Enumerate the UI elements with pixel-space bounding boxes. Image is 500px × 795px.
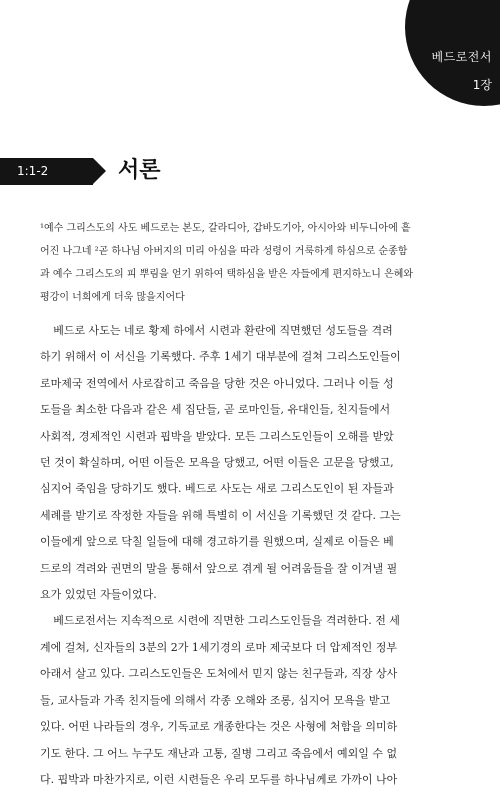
scripture-quote [40, 217, 460, 309]
body-line: 베드로전서는 지속적으로 시련에 직면한 그리스도인들을 격려한다. 전 세 [53, 614, 400, 628]
body-line: 들, 교사들과 가족 친지들에 의해서 각종 오해와 조롱, 심지어 모욕을 받고 [40, 693, 391, 707]
body-line: 사회적, 경제적인 시련과 핍박을 받았다. 모든 그리스도인들이 오해를 받았 [40, 429, 394, 443]
body-line: 계에 걸쳐, 신자들의 3분의 2가 1세기경의 로마 제국보다 더 압제적인 정부 [40, 640, 397, 654]
book-title: 베드로전서 [431, 50, 492, 64]
chapter-label: 1장 [472, 78, 492, 92]
body-line: 이들에게 앞으로 닥칠 일들에 대해 경고하기를 원했으며, 실제로 이들은 베 [40, 535, 394, 549]
body-line: 다. 핍박과 마찬가지로, 이런 시련들은 우리 모두를 하나님께로 가까이 나아 [40, 772, 398, 786]
body-line: 심지어 죽임을 당하기도 했다. 베드로 사도는 새로 그리스도인이 된 자들과 [40, 482, 394, 496]
section-title: 서론 [118, 158, 161, 183]
body-line: 도들을 최소한 다음과 같은 세 집단들, 곧 로마인들, 유대인들, 친지들에서 [40, 403, 391, 417]
scripture-line: 과 예수 그리스도의 피 뿌림을 얻기 위하여 택하심을 받은 자들에게 편지하노니 은혜와 [40, 269, 414, 280]
section-tag [0, 158, 93, 185]
body-line: 요가 있었던 자들이었다. [40, 588, 157, 602]
body-line: 있다. 어떤 나라들의 경우, 기독교로 개종한다는 것은 사형에 처함을 의미하 [40, 720, 398, 734]
body-line: 로마제국 전역에서 사로잡히고 죽음을 당한 것은 아니었다. 그러나 이들 성 [40, 376, 394, 390]
body-line: 하기 위해서 이 서신을 기록했다. 주후 1세기 대부분에 걸쳐 그리스도인들이 [40, 350, 401, 364]
scripture-line: 어진 나그네 ²곧 하나님 아버지의 미리 아심을 따라 성령이 거룩하게 하심으로 순종함 [40, 246, 408, 257]
section-number: 1:1-2 [17, 164, 49, 178]
body-line: 세례를 받기로 작정한 자들을 위해 특별히 이 서신을 기록했던 것 같다. 그는 [40, 508, 401, 522]
body-line: 베드로 사도는 네로 황제 하에서 시련과 환란에 직면했던 성도들을 격려 [53, 324, 393, 337]
body-line: 던 것이 확실하며, 어떤 이들은 모욕을 당했고, 어떤 이들은 고문을 당했고, [40, 456, 394, 470]
body-text [40, 318, 460, 793]
scripture-line: 평강이 너희에게 더욱 많을지어다 [40, 292, 185, 303]
scripture-line: ¹예수 그리스도의 사도 베드로는 본도, 갈라디아, 갑바도기아, 아시아와 비두니아에 흩 [40, 223, 411, 234]
body-line: 드로의 격려와 권면의 말을 통해서 앞으로 겪게 될 어려움들을 잘 이겨낼 필 [40, 561, 398, 575]
body-line: 기도 한다. 그 어느 누구도 재난과 고통, 질병 그리고 죽음에서 예외일 수 없 [40, 746, 398, 760]
body-line: 아래서 살고 있다. 그리스도인들은 도처에서 믿지 않는 친구들과, 직장 상사 [40, 667, 398, 681]
